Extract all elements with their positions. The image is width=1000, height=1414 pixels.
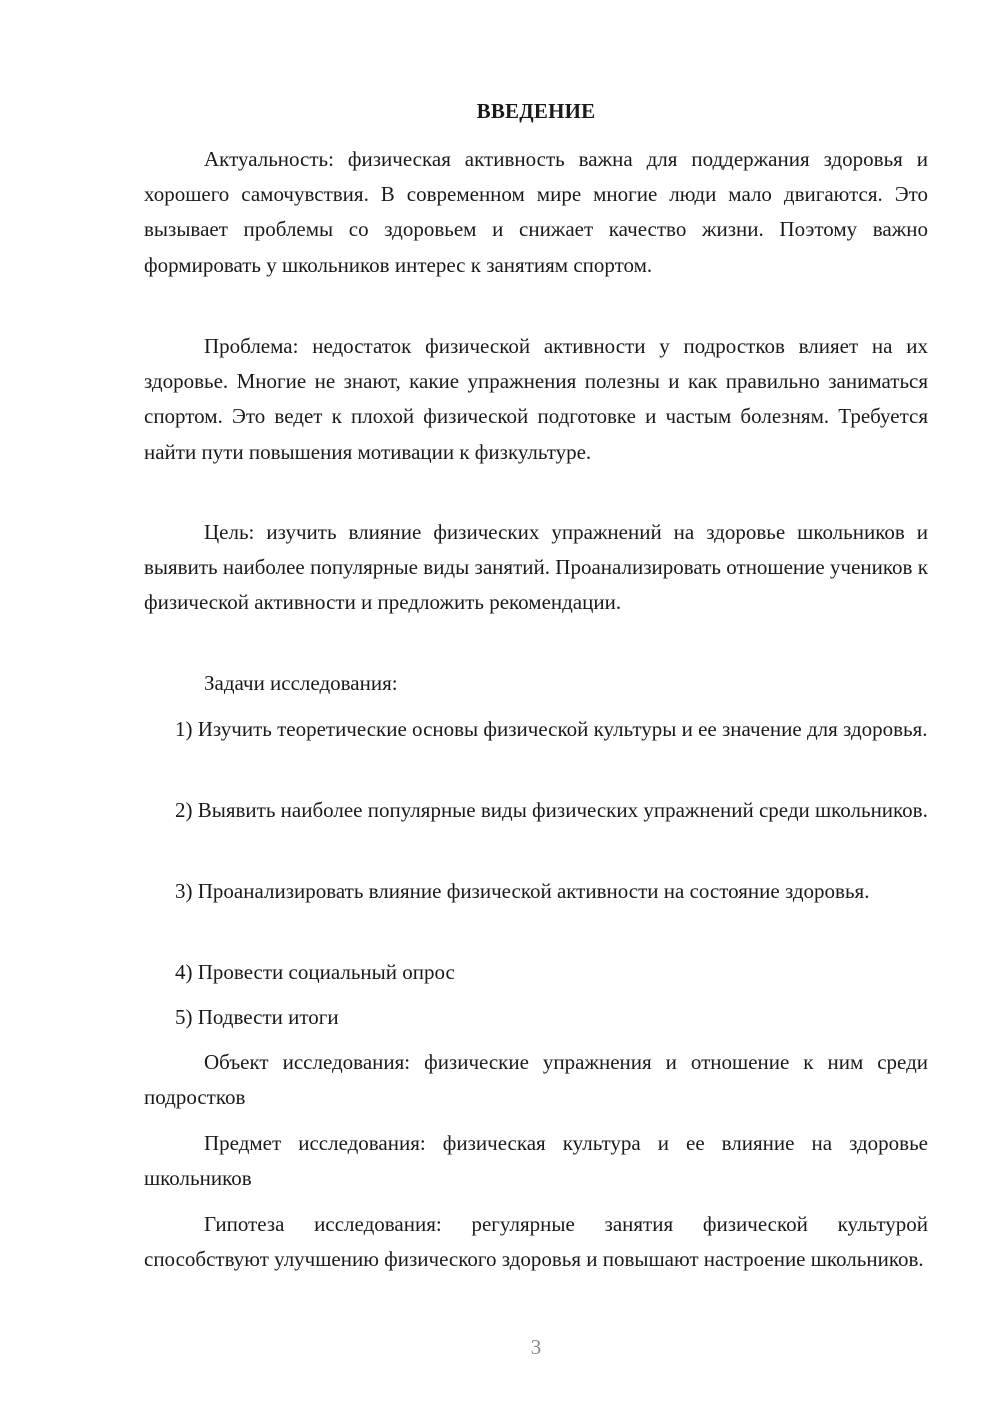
paragraph-hypothesis: Гипотеза исследования: регулярные занятия физической культурой способствуют улучшению физического здоровья и повышают настроение школьников. (144, 1212, 928, 1272)
task-item-4: 4) Провести социальный опрос (175, 960, 455, 984)
task-item-3: 3) Проанализировать влияние физической активности на состояние здоровья. (175, 879, 870, 903)
paragraph-subject: Предмет исследования: физическая культура и ее влияние на здоровье школьников (144, 1131, 928, 1191)
tasks-heading: Задачи исследования: (204, 671, 398, 695)
task-item-1: 1) Изучить теоретические основы физической культуры и ее значение для здоровья. (175, 717, 928, 741)
document-page (144, 0, 928, 1414)
paragraph-relevance: Актуальность: физическая активность важна для поддержания здоровья и хорошего самочувствия. В современном мире многие люди мало двигаются. Это вызывает проблемы со здоровьем и снижает качество жизни. Поэтому важно формировать у школьников интерес к занятиям спортом. (144, 147, 928, 277)
paragraph-goal: Цель: изучить влияние физических упражнений на здоровье школьников и выявить наиболее популярные виды занятий. Проанализировать отношение учеников к физической активности и предложить рекомендации. (144, 520, 928, 615)
paragraph-problem: Проблема: недостаток физической активности у подростков влияет на их здоровье. Многие не знают, какие упражнения полезны и как правильно заниматься спортом. Это ведет к плохой физической подготовке и частым болезням. Требуется найти пути повышения мотивации к физкультуре. (144, 334, 928, 464)
task-item-2: 2) Выявить наиболее популярные виды физических упражнений среди школьников. (175, 798, 928, 822)
paragraph-object: Объект исследования: физические упражнения и отношение к ним среди подростков (144, 1050, 928, 1110)
page-number: 3 (530, 1335, 542, 1359)
section-title: ВВЕДЕНИЕ (476, 99, 596, 123)
task-item-5: 5) Подвести итоги (175, 1005, 339, 1029)
